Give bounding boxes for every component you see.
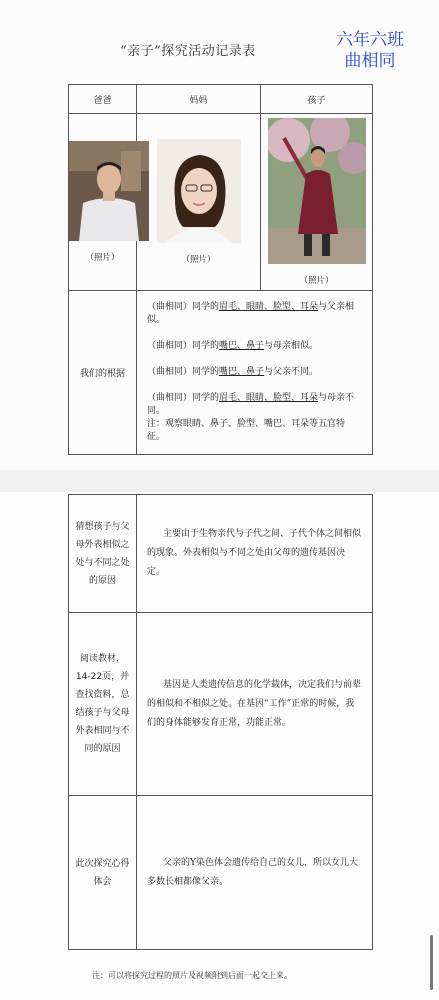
mother-photo-caption: （照片） <box>181 255 216 265</box>
handwritten-class-name <box>315 30 425 72</box>
header-father: 爸爸 <box>69 85 137 114</box>
child-photo-cell <box>261 114 373 291</box>
basis-line: （曲相同）同学的嘴巴、鼻子与父亲不同。 <box>147 367 319 377</box>
student-name: 曲相同 <box>344 51 396 71</box>
row-label: 此次探究心得体会 <box>69 796 137 950</box>
header-child: 孩子 <box>261 85 373 114</box>
class-label: 六年六班 <box>336 30 404 50</box>
basis-line: （曲相同）同学的眉毛、眼睛、脸型、耳朵与父亲相似。 <box>147 302 355 325</box>
child-photo-caption: （照片） <box>299 276 334 286</box>
basis-text <box>137 291 373 455</box>
record-table-bottom <box>68 494 373 950</box>
scrollbar-thumb[interactable] <box>430 935 433 990</box>
footnote: 注：可以将探究过程的照片及视频附到后面一起交上来。 <box>92 971 292 980</box>
page-gap <box>0 470 439 492</box>
header-mother: 妈妈 <box>137 85 261 114</box>
mother-photo <box>157 139 241 243</box>
father-photo-cell <box>69 114 137 291</box>
form-title: “亲子”探究活动记录表 <box>120 44 256 59</box>
basis-note: 注：观察眼睛、鼻子、脸型、嘴巴、耳朵等五官特征。 <box>147 419 346 442</box>
basis-line: （曲相同）同学的眉毛、眼睛、脸型、耳朵与母亲不同。 注：观察眼睛、鼻子、脸型、嘴巴、耳朵等五官特征。 <box>147 393 355 442</box>
child-photo <box>268 118 366 264</box>
mother-photo-cell <box>137 114 261 291</box>
row-content: 基因是人类遗传信息的化学载体，决定我们与前辈的相似和不相似之处。在基因“工作”正常的时候，我们的身体能够发育正常，功能正常。 <box>137 613 373 796</box>
row-label: 猜想孩子与父母外表相似之处与不同之处的原因 <box>69 495 137 613</box>
father-photo-caption: （照片） <box>85 253 120 263</box>
basis-label: 我们的根据 <box>69 291 137 455</box>
row-label: 阅读教材，14-22页，并查找资料，总结孩子与父母外表相同与不同的原因 <box>69 613 137 796</box>
row-content: 主要由于生物亲代与子代之间、子代个体之间相似的现象。外表相似与不同之处由父母的遗传基因决定。 <box>137 495 373 613</box>
record-table-top <box>68 84 373 455</box>
basis-line: （曲相同）同学的嘴巴、鼻子与母亲相似。 <box>147 341 319 351</box>
row-content: 父亲的Y染色体会遗传给自己的女儿，所以女儿大多数长相都像父亲。 <box>137 796 373 950</box>
